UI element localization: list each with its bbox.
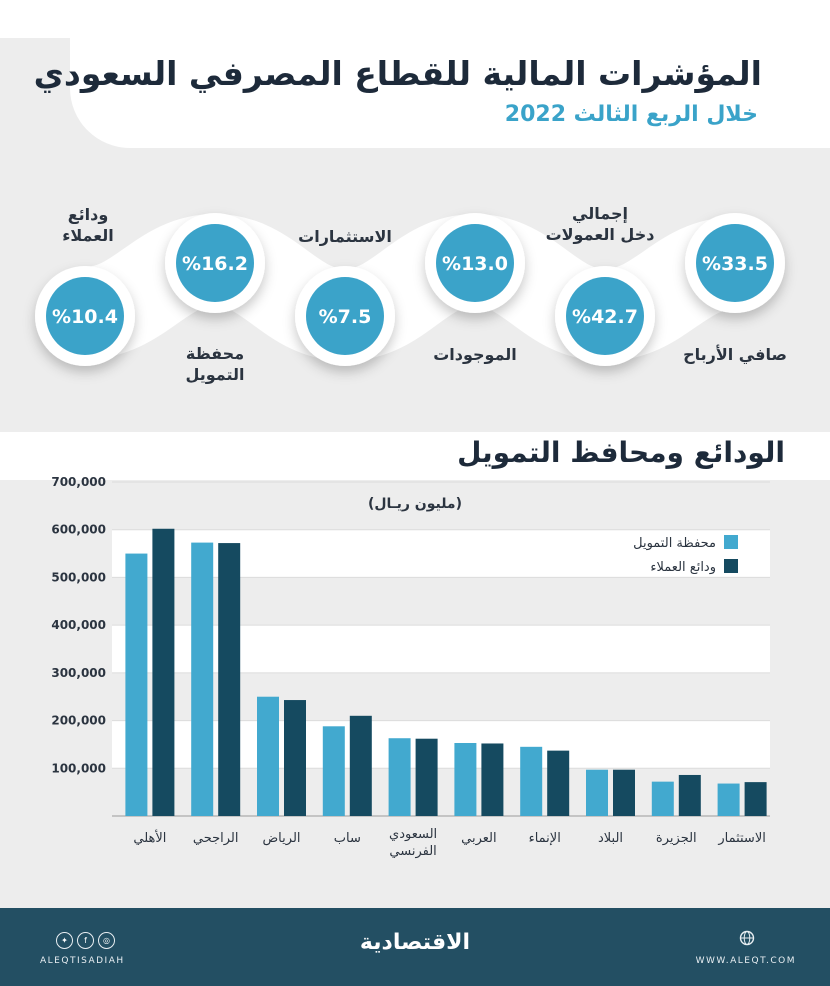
bar-chart: [0, 470, 830, 860]
legend-label-financing: محفظة التمويل: [633, 536, 716, 551]
twitter-icon[interactable]: ✦: [56, 932, 73, 949]
bar-financing: [191, 543, 213, 816]
y-tick-label: 200,000: [51, 713, 106, 728]
indicator-label-financing: محفظة التمويل: [185, 344, 245, 384]
bar-financing: [389, 738, 411, 816]
legend-label-deposits: ودائع العملاء: [650, 560, 716, 575]
bar-deposits: [218, 543, 240, 816]
indicator-value-financing: %16.2: [182, 253, 248, 275]
section-title: الودائع ومحافظ التمويل: [457, 436, 785, 469]
y-tick-label: 700,000: [51, 475, 106, 489]
indicator-value-profits: %33.5: [702, 253, 768, 275]
page-subtitle: خلال الربع الثالث 2022: [504, 102, 758, 127]
facebook-icon[interactable]: f: [77, 932, 94, 949]
bar-deposits: [547, 751, 569, 816]
y-tick-label: 400,000: [51, 618, 106, 633]
footer: [0, 908, 830, 986]
indicator-value-deposits: %10.4: [52, 306, 118, 328]
bar-deposits: [350, 716, 372, 816]
indicator-value-investments: %7.5: [318, 306, 372, 328]
y-tick-label: 100,000: [51, 761, 106, 776]
x-tick-label: الاستثمار: [718, 831, 766, 846]
x-tick-label: الإنماء: [528, 831, 561, 846]
page-title: المؤشرات المالية للقطاع المصرفي السعودي: [33, 54, 762, 93]
x-tick-label: ساب: [333, 831, 361, 846]
bar-financing: [718, 784, 740, 816]
bar-deposits: [152, 529, 174, 816]
website-url[interactable]: WWW.ALEQT.COM: [695, 956, 796, 966]
x-tick-label: الرياض: [262, 831, 301, 846]
bar-financing: [257, 697, 279, 816]
globe-icon[interactable]: [739, 930, 755, 946]
bar-financing: [323, 726, 345, 816]
indicator-label-assets: الموجودات: [433, 345, 517, 364]
instagram-icon[interactable]: ◎: [98, 932, 115, 949]
social-handle: ALEQTISADIAH: [40, 956, 125, 966]
x-tick-label: الأهلي: [133, 831, 167, 846]
legend-swatch-financing: [724, 535, 738, 549]
indicator-label-profits: صافي الأرباح: [683, 345, 787, 364]
bar-deposits: [613, 770, 635, 816]
bar-deposits: [416, 739, 438, 816]
bar-financing: [520, 747, 542, 816]
bar-financing: [454, 743, 476, 816]
bar-financing: [652, 782, 674, 816]
y-tick-label: 300,000: [51, 665, 106, 680]
indicator-value-assets: %13.0: [442, 253, 508, 275]
bar-deposits: [481, 743, 503, 816]
x-tick-label: الراجحي: [192, 831, 239, 846]
bar-deposits: [679, 775, 701, 816]
x-tick-label: الجزيرة: [655, 831, 697, 846]
indicator-label-investments: الاستثمارات: [298, 227, 392, 246]
chart-unit-label: (مليون ريـال): [367, 496, 463, 512]
bar-financing: [125, 554, 147, 816]
x-tick-label: السعودي الفرنسي: [389, 827, 438, 859]
legend-swatch-deposits: [724, 559, 738, 573]
indicator-value-commissions: %42.7: [572, 306, 638, 328]
indicator-label-deposits: ودائع العملاء: [62, 205, 114, 245]
bar-deposits: [745, 782, 767, 816]
x-tick-label: العربي: [461, 831, 497, 846]
brand-logo-text: الاقتصادية: [359, 930, 471, 955]
bar-financing: [586, 770, 608, 816]
indicator-label-commissions: إجمالي دخل العمولات: [545, 204, 655, 244]
y-tick-label: 500,000: [51, 570, 106, 585]
bar-deposits: [284, 700, 306, 816]
y-tick-label: 600,000: [51, 522, 106, 537]
x-tick-label: البلاد: [597, 831, 624, 846]
